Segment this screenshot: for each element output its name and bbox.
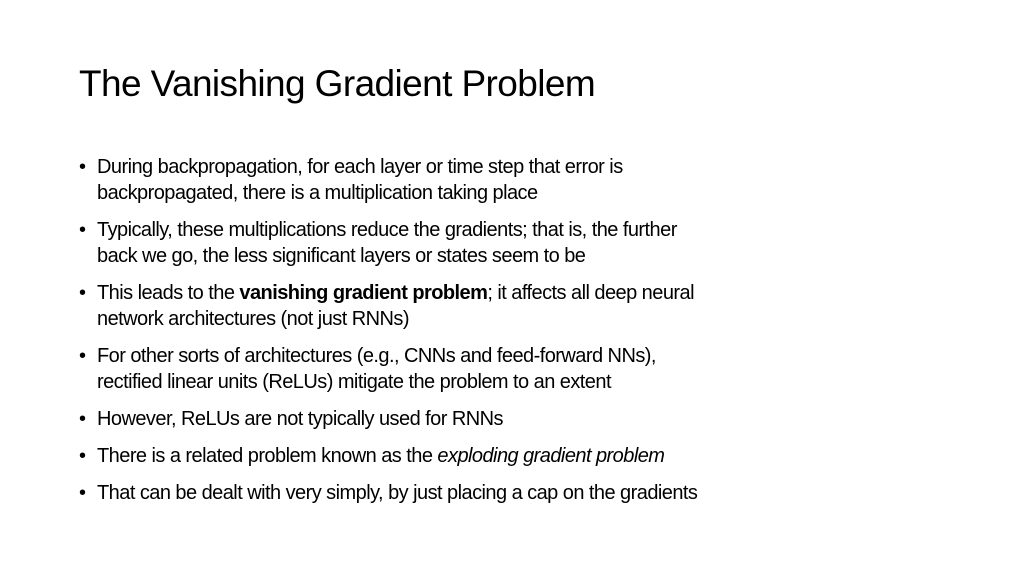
bullet-line: [97, 154, 959, 180]
bullet-text: For other sorts of architectures (e.g., CNNs and feed-forward NNs),: [97, 345, 656, 367]
italic-term-exploding-gradient: exploding gradient problem: [437, 445, 665, 467]
bullet-line: [97, 180, 959, 206]
bullet-line: [97, 369, 959, 395]
bullet-line: [97, 480, 959, 506]
bullet-line: [97, 406, 959, 432]
bullet-item: [79, 280, 959, 332]
bullet-text: backpropagated, there is a multiplication taking place: [97, 182, 538, 204]
bullet-text: network architectures (not just RNNs): [97, 308, 409, 330]
bullet-text: However, ReLUs are not typically used for RNNs: [97, 408, 503, 430]
bullet-text: That can be dealt with very simply, by just placing a cap on the gradients: [97, 482, 698, 504]
bullet-dot-icon: •: [79, 408, 86, 430]
bullet-dot-icon: •: [79, 156, 86, 178]
bullet-line: [97, 443, 959, 469]
bullet-dot-icon: •: [79, 345, 86, 367]
bold-term-vanishing-gradient: vanishing gradient problem: [239, 282, 488, 304]
bullet-line: [97, 280, 959, 306]
bullet-line: [97, 243, 959, 269]
bullet-item: [79, 343, 959, 395]
bullet-dot-icon: •: [79, 445, 86, 467]
bullet-line: [97, 343, 959, 369]
bullet-text: There is a related problem known as the: [97, 445, 438, 467]
bullet-dot-icon: •: [79, 482, 86, 504]
bullet-text: Typically, these multiplications reduce the gradients; that is, the further: [97, 219, 677, 241]
bullet-item: [79, 443, 959, 469]
bullet-dot-icon: •: [79, 282, 86, 304]
bullet-line: [97, 306, 959, 332]
bullet-text: back we go, the less significant layers or states seem to be: [97, 245, 586, 267]
bullet-list: [79, 154, 959, 517]
bullet-item: [79, 480, 959, 506]
slide-title: The Vanishing Gradient Problem: [79, 63, 596, 104]
bullet-text: ; it affects all deep neural: [487, 282, 694, 304]
bullet-item: [79, 406, 959, 432]
bullet-dot-icon: •: [79, 219, 86, 241]
bullet-line: [97, 217, 959, 243]
bullet-text: During backpropagation, for each layer or time step that error is: [97, 156, 623, 178]
bullet-item: [79, 217, 959, 269]
bullet-item: [79, 154, 959, 206]
bullet-text: This leads to the: [97, 282, 240, 304]
bullet-text: rectified linear units (ReLUs) mitigate the problem to an extent: [97, 371, 611, 393]
